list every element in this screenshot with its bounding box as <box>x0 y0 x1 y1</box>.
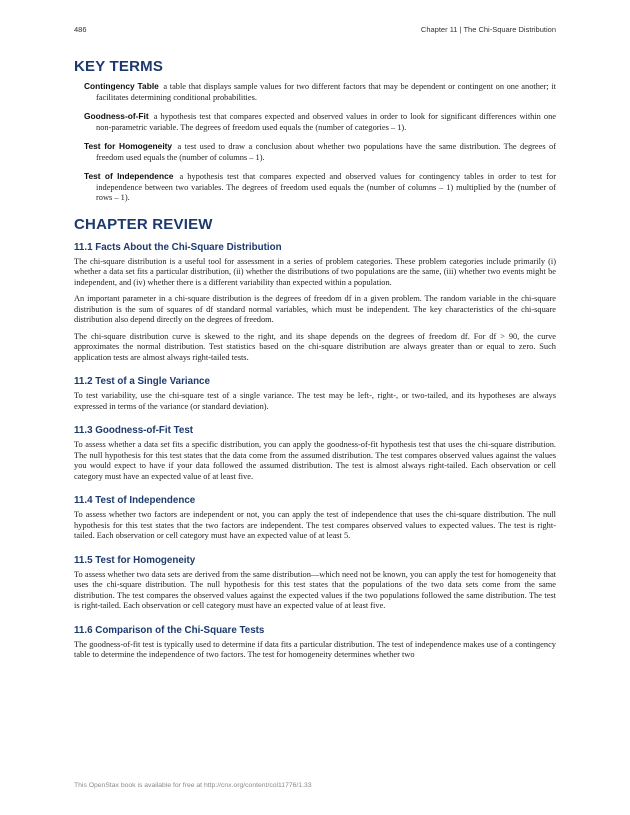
paragraph: To assess whether a data set fits a specific distribution, you can apply the goodness-of-fit hypothesis test that uses the chi-square distribution. The null hypothesis for this test states that the data come from the assumed distribution. The test compares observed values against the values you would expect to have if your data followed the assumed distribution. The test is almost always right-tailed. Each observation or cell category must have an expected value of at least five. <box>74 440 556 481</box>
section-heading: 11.5 Test for Homogeneity <box>74 554 196 566</box>
key-term-name: Test of Independence <box>84 171 174 181</box>
paragraph: The chi-square distribution is a useful tool for assessment in a series of problem categories. These problem categories include primarily (i) whether a data set fits a particular distribution, (ii) whether the distributions of two populations are the same, (iii) whether two events might be independent, and (iv) whether there is a different variability than expected within a population. <box>74 256 556 287</box>
key-term-definition: a table that displays sample values for two different factors that may be dependent or contingent on one another; it facilitates determining conditional probabilities. <box>96 82 557 102</box>
paragraph: To assess whether two data sets are derived from the same distribution—which need not be known, you can apply the test for homogeneity that uses the chi-square distribution. The null hypothesis for this test states that the populations of the two data sets come from the same distribution. The test compares the observed values against the expected values if the two populations followed the same distribution. The test is right-tailed. Each observation or cell category must have an expected value of at least five. <box>74 569 556 610</box>
paragraph: The chi-square distribution curve is skewed to the right, and its shape depends on the degrees of freedom df. For df > 90, the curve approximates the normal distribution. Test statistics based on the chi-square distribution are always greater than or equal to zero. Such application tests are almost always right-tailed tests. <box>74 331 556 362</box>
paragraph: The goodness-of-fit test is typically used to determine if data fits a particular distribution. The test of independence makes use of a contingency table to determine the independence of two factors. The test for homogeneity determines whether two <box>74 639 556 659</box>
key-term <box>79 171 556 204</box>
section-heading: 11.4 Test of Independence <box>74 495 196 506</box>
key-term-name: Contingency Table <box>84 81 159 91</box>
paragraph: To assess whether two factors are independent or not, you can apply the test of independence that uses the chi-square distribution. The null hypothesis for this test states that the two factors are independent. The test compares observed values to expected values. The test is right-tailed. Each observation or cell category must have an expected value of at least 5. <box>74 510 556 540</box>
key-term <box>79 141 556 163</box>
key-term-definition: a hypothesis test that compares expected and observed values for contingency tables in order to test for independence between two variables. The degrees of freedom used equals the (number of columns – 1) multiplied by the (number of rows – 1). <box>96 172 557 202</box>
key-term-definition: a hypothesis test that compares expected and observed values in order to look for significant differences within one non-parametric variable. The degrees of freedom used equals the (number of categories – 1). <box>96 112 556 132</box>
section-heading: 11.3 Goodness-of-Fit Test <box>74 425 194 436</box>
key-term <box>79 111 556 133</box>
page-number: 486 <box>74 25 87 34</box>
key-term <box>79 81 556 103</box>
section-heading: 11.1 Facts About the Chi-Square Distribution <box>74 241 282 253</box>
key-terms-heading: KEY TERMS <box>74 58 164 75</box>
chapter-review-heading: CHAPTER REVIEW <box>74 215 213 233</box>
chapter-title: Chapter 11 | The Chi-Square Distribution <box>420 25 556 34</box>
key-term-definition: a test used to draw a conclusion about whether two populations have the same distribution. The degrees of freedom used equals the (number of columns – 1). <box>96 142 556 162</box>
key-term-name: Goodness-of-Fit <box>84 111 149 121</box>
key-term-name: Test for Homogeneity <box>84 141 173 151</box>
section-heading: 11.6 Comparison of the Chi-Square Tests <box>74 624 265 636</box>
page-footer: This OpenStax book is available for free at http://cnx.org/content/col11776/1.33 <box>74 782 312 789</box>
paragraph: An important parameter in a chi-square distribution is the degrees of freedom df in a given problem. The random variable in the chi-square distribution is the sum of squares of df standard normal variables, which must be independent. The key characteristics of the chi-square distribution also depend directly on the degrees of freedom. <box>74 294 556 324</box>
page-header <box>74 25 556 37</box>
paragraph: To test variability, use the chi-square test of a single variance. The test may be left-, right-, or two-tailed, and its hypotheses are always expressed in terms of the variance (or standard deviation). <box>74 391 556 411</box>
section-heading: 11.2 Test of a Single Variance <box>74 376 210 387</box>
page-content <box>74 58 556 667</box>
